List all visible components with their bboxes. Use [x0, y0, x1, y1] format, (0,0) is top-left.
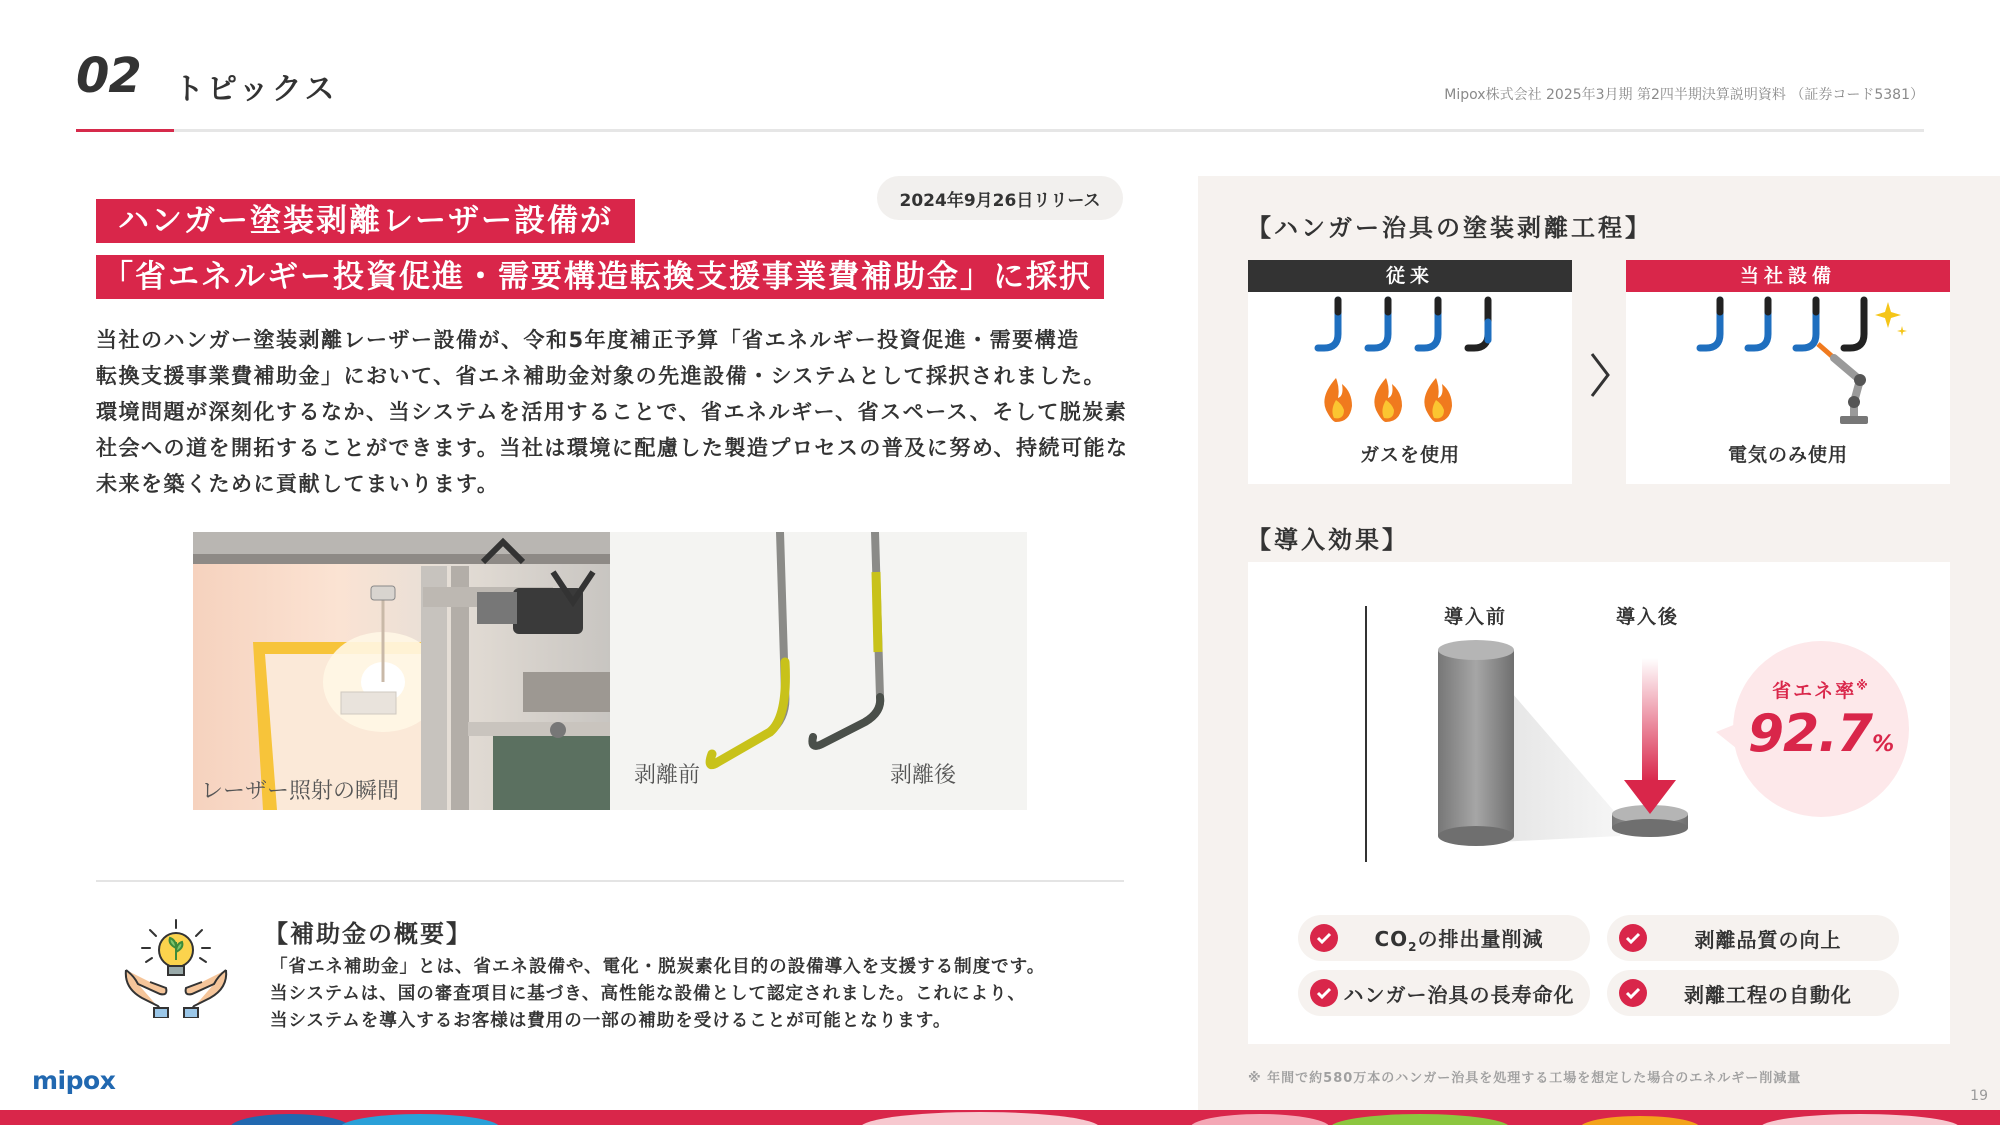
document-meta: Mipox株式会社 2025年3月期 第2四半期決算説明資料 （証券コード5381）	[1444, 87, 1924, 103]
subsidy-line: 当システムは、国の審査項目に基づき、高性能な設備として認定されました。これにより、	[270, 984, 1027, 1004]
hook-comparison-photo	[610, 532, 1027, 810]
rate-footnote-mark: ※	[1856, 678, 1870, 693]
headline-line-1: ハンガー塗装剥離レーザー設備が	[96, 199, 635, 243]
rate-label-text: 省エネ率	[1772, 680, 1857, 702]
release-date-badge: 2024年9月26日リリース	[877, 176, 1123, 220]
subsidy-description	[270, 954, 1045, 1035]
body-line: 転換支援事業費補助金」において、省エネ補助金対象の先進設備・システムとして採択されました。	[96, 364, 1106, 388]
benefit-longevity	[1298, 970, 1590, 1016]
header-divider	[76, 129, 1924, 132]
benefit-text: 剥離品質の向上	[1694, 927, 1842, 952]
rate-unit: %	[1872, 732, 1895, 757]
subsidy-line: 当システムを導入するお客様は費用の一部の補助を受けることが可能となります。	[270, 1011, 952, 1031]
before-label: 剥離前	[634, 763, 701, 788]
new-process-card	[1626, 260, 1950, 484]
section-title: トピックス	[174, 72, 338, 107]
conventional-header: 従来	[1248, 260, 1572, 292]
laser-photo	[193, 532, 610, 810]
check-icon	[1310, 924, 1338, 952]
before-introduction-label: 導入前	[1444, 606, 1508, 628]
process-title: 【ハンガー治具の塗装剥離工程】	[1247, 214, 1652, 242]
page-number: 19	[1970, 1088, 1988, 1104]
subsidy-line: 「省エネ補助金」とは、省エネ設備や、電化・脱炭素化目的の設備導入を支援する制度です。	[270, 957, 1046, 977]
after-label: 剥離後	[890, 763, 957, 788]
decorative-bottom-band	[0, 1110, 2000, 1125]
laser-robot-hooks-icon	[1626, 292, 1950, 432]
benefit-quality	[1607, 915, 1899, 961]
benefit-automation	[1607, 970, 1899, 1016]
conventional-caption: ガスを使用	[1359, 444, 1460, 466]
energy-saving-rate-label	[1733, 676, 1909, 703]
co2-subscript: 2	[1408, 939, 1418, 954]
conventional-process-card	[1248, 260, 1572, 484]
energy-saving-rate-value	[1733, 704, 1909, 764]
body-line: 当社のハンガー塗装剥離レーザー設備が、令和5年度補正予算「省エネルギー投資促進・需要構造	[96, 328, 1080, 352]
lightbulb-hands-icon	[120, 918, 232, 1022]
benefit-co2-reduction	[1298, 915, 1590, 961]
gas-hooks-flames-icon	[1248, 292, 1572, 432]
chevron-right-icon	[1584, 350, 1614, 404]
effect-title: 【導入効果】	[1247, 526, 1409, 554]
body-paragraph	[96, 322, 1136, 502]
after-introduction-label: 導入後	[1616, 606, 1680, 628]
body-line: 環境問題が深刻化するなか、当システムを活用することで、省エネルギー、省スペース、そして脱炭素	[96, 400, 1128, 424]
section-number: 02	[76, 48, 141, 104]
check-icon	[1619, 924, 1647, 952]
co2-suffix: の排出量削減	[1417, 926, 1544, 951]
co2-text: CO	[1374, 926, 1409, 951]
subsidy-title: 【補助金の概要】	[264, 920, 472, 948]
check-icon	[1619, 979, 1647, 1007]
check-icon	[1310, 979, 1338, 1007]
new-equipment-caption: 電気のみ使用	[1727, 444, 1848, 466]
company-logo: mipox	[32, 1066, 116, 1095]
section-divider	[96, 880, 1124, 882]
header-divider-accent	[76, 129, 174, 132]
body-line: 社会への道を開拓することができます。当社は環境に配慮した製造プロセスの普及に努め、持続可能な	[96, 436, 1129, 460]
headline-line-2: 「省エネルギー投資促進・需要構造転換支援事業費補助金」に採択	[96, 255, 1104, 299]
laser-photo-label: レーザー照射の瞬間	[201, 779, 400, 804]
footnote: ※ 年間で約580万本のハンガー治具を処理する工場を想定した場合のエネルギー削減量	[1248, 1071, 1802, 1086]
body-line: 未来を築くために貢献してまいります。	[96, 472, 500, 496]
new-equipment-header: 当社設備	[1626, 260, 1950, 292]
benefit-text	[1338, 923, 1590, 954]
benefit-text: 剥離工程の自動化	[1684, 982, 1852, 1007]
rate-number: 92.7	[1747, 704, 1873, 764]
benefit-text: ハンガー治具の長寿命化	[1343, 982, 1575, 1007]
